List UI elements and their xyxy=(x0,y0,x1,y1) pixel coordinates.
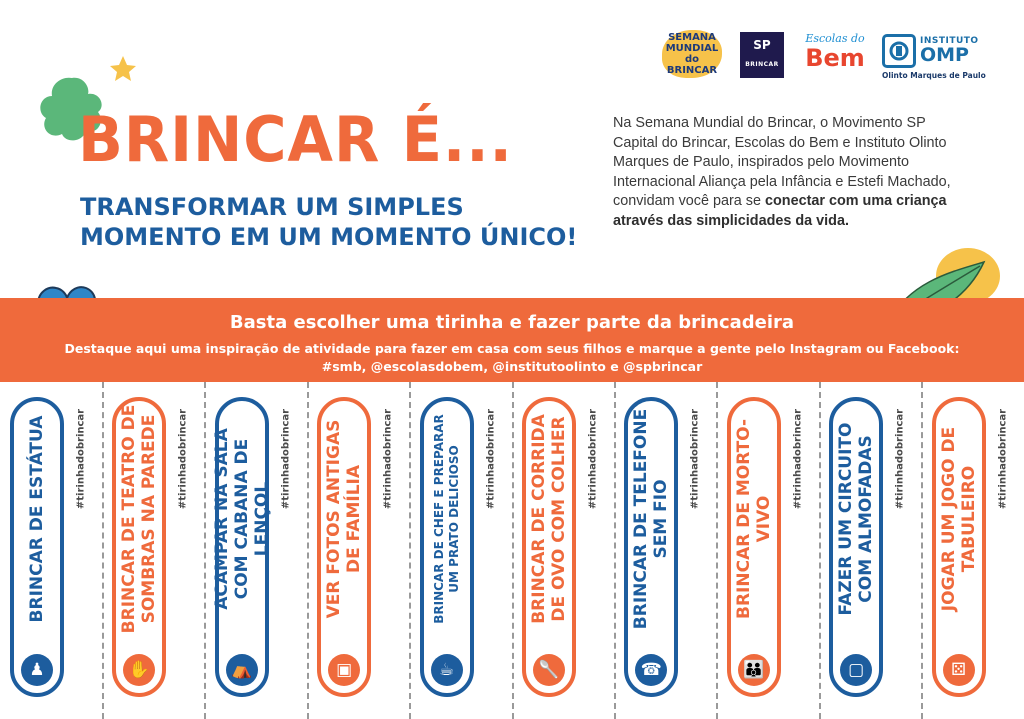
strip-7 xyxy=(614,382,718,719)
logo-smb-text: SEMANA MUNDIAL do BRINCAR xyxy=(665,32,719,76)
strip-label: ACAMPAR NA SALA COM CABANA DE LENÇOL xyxy=(211,428,272,610)
strip-pill xyxy=(829,397,883,697)
strip-hashtag-text: #tirinhadobrincar xyxy=(382,408,394,510)
subtitle-line-1: TRANSFORMAR UM SIMPLES xyxy=(80,193,464,221)
star-icon xyxy=(108,54,138,84)
logo-sp-sub: BRINCAR xyxy=(745,61,779,68)
shadow-hand-icon: ✋ xyxy=(123,654,155,686)
strip-label: BRINCAR DE CORRIDA DE OVO COM COLHER xyxy=(529,414,569,624)
logo-sp-capital-brincar xyxy=(740,32,784,78)
logo-semana-mundial-brincar xyxy=(662,30,722,78)
strip-label: VER FOTOS ANTIGAS DE FAMÍLIA xyxy=(324,419,365,619)
strip-hashtag-text: #tirinhadobrincar xyxy=(689,408,701,510)
intro-text: Na Semana Mundial do Brincar, o Movimento SP Capital do Brincar, Escolas do Bem e Instituto Olinto Marques de Paulo, inspirados pelo Movimento Internacional Aliança pela Infância e Estefi Machado, convidam você para se xyxy=(613,115,951,209)
strip-pill xyxy=(10,397,64,697)
strip-pill xyxy=(420,397,474,697)
logo-instituto-omp xyxy=(882,34,986,80)
strip-hashtag xyxy=(684,394,706,524)
strip-pill xyxy=(727,397,781,697)
strip-label: JOGAR UM JOGO DE TABULEIRO xyxy=(938,426,979,612)
strip-pill xyxy=(211,397,272,697)
strip-hashtag xyxy=(275,394,297,524)
strip-label: BRINCAR DE MORTO-VIVO xyxy=(733,419,774,619)
strip-hashtag-text: #tirinhadobrincar xyxy=(75,408,87,510)
strip-hashtag-text: #tirinhadobrincar xyxy=(997,408,1009,510)
strip-label: BRINCAR DE TEATRO DE SOMBRAS NA PAREDE xyxy=(119,404,160,634)
logo-escolas-bottom: Bem xyxy=(805,44,865,72)
strip-pill xyxy=(522,397,576,697)
strip-hashtag xyxy=(787,394,809,524)
strip-label: BRINCAR DE TELEFONE SEM FIO xyxy=(631,408,672,630)
strip-8 xyxy=(717,382,821,719)
strip-5 xyxy=(410,382,514,719)
strip-hashtag xyxy=(992,394,1014,524)
logo-omp-big: OMP xyxy=(920,44,969,66)
intro-bold: conectar com uma criança através das simplicidades da vida. xyxy=(613,193,947,229)
photo-icon: ▣ xyxy=(328,654,360,686)
strip-label: BRINCAR DE CHEF E PREPARAR UM PRATO DELICIOSO xyxy=(431,414,461,624)
strip-3 xyxy=(205,382,309,719)
subtitle-line-2: MOMENTO EM UM MOMENTO ÚNICO! xyxy=(80,223,578,251)
chef-hat-icon: ☕ xyxy=(431,654,463,686)
strip-label: BRINCAR DE ESTÁTUA xyxy=(27,415,47,623)
banner-title: Basta escolher uma tirinha e fazer parte da brincadeira xyxy=(229,312,795,333)
strip-hashtag-text: #tirinhadobrincar xyxy=(587,408,599,510)
logo-omp-sub: Olinto Marques de Paulo xyxy=(882,71,986,80)
strip-hashtag xyxy=(480,394,502,524)
subtitle xyxy=(80,192,577,252)
strip-hashtag-text: #tirinhadobrincar xyxy=(280,408,292,510)
strip-9 xyxy=(819,382,923,719)
strip-2 xyxy=(102,382,206,719)
logo-omp-top: INSTITUTO xyxy=(920,36,979,46)
tent-icon: ⛺ xyxy=(226,654,258,686)
strip-label: FAZER UM CIRCUITO COM ALMOFADAS xyxy=(836,422,877,616)
strip-hashtag-text: #tirinhadobrincar xyxy=(894,408,906,510)
strip-hashtag xyxy=(582,394,604,524)
strip-hashtag-text: #tirinhadobrincar xyxy=(792,408,804,510)
egg-spoon-icon: 🥄 xyxy=(533,654,565,686)
cushion-icon: ▢ xyxy=(840,654,872,686)
strip-hashtag xyxy=(70,394,92,524)
strip-pill xyxy=(932,397,986,697)
strip-10 xyxy=(922,382,1024,719)
dice-icon: ⚄ xyxy=(943,654,975,686)
logo-escolas-do-bem xyxy=(800,32,870,78)
banner-tags: #smb, @escolasdobem, @institutoolinto e @spbrincar xyxy=(321,359,703,374)
strip-hashtag xyxy=(377,394,399,524)
strip-hashtag xyxy=(889,394,911,524)
strip-pill xyxy=(112,397,166,697)
banner-instructions: Destaque aqui uma inspiração de atividade para fazer em casa com seus filhos e marque a gente pelo Instagram ou Facebook: xyxy=(64,341,960,356)
page-title: BRINCAR É... xyxy=(78,103,513,176)
phone-icon: ☎ xyxy=(635,654,667,686)
logo-escolas-top: Escolas do xyxy=(805,32,865,45)
strip-1 xyxy=(0,382,104,719)
strip-pill xyxy=(317,397,371,697)
strip-hashtag-text: #tirinhadobrincar xyxy=(485,408,497,510)
strip-hashtag-text: #tirinhadobrincar xyxy=(177,408,189,510)
intro-paragraph xyxy=(613,114,963,231)
strip-4 xyxy=(307,382,411,719)
omp-mark-icon xyxy=(882,34,916,68)
banner-text xyxy=(40,340,984,376)
strip-6 xyxy=(512,382,616,719)
strip-hashtag xyxy=(172,394,194,524)
strip-pill xyxy=(624,397,678,697)
statue-icon: ♟ xyxy=(21,654,53,686)
logo-sp-text: SP xyxy=(753,38,771,52)
people-icon: 👪 xyxy=(738,654,770,686)
